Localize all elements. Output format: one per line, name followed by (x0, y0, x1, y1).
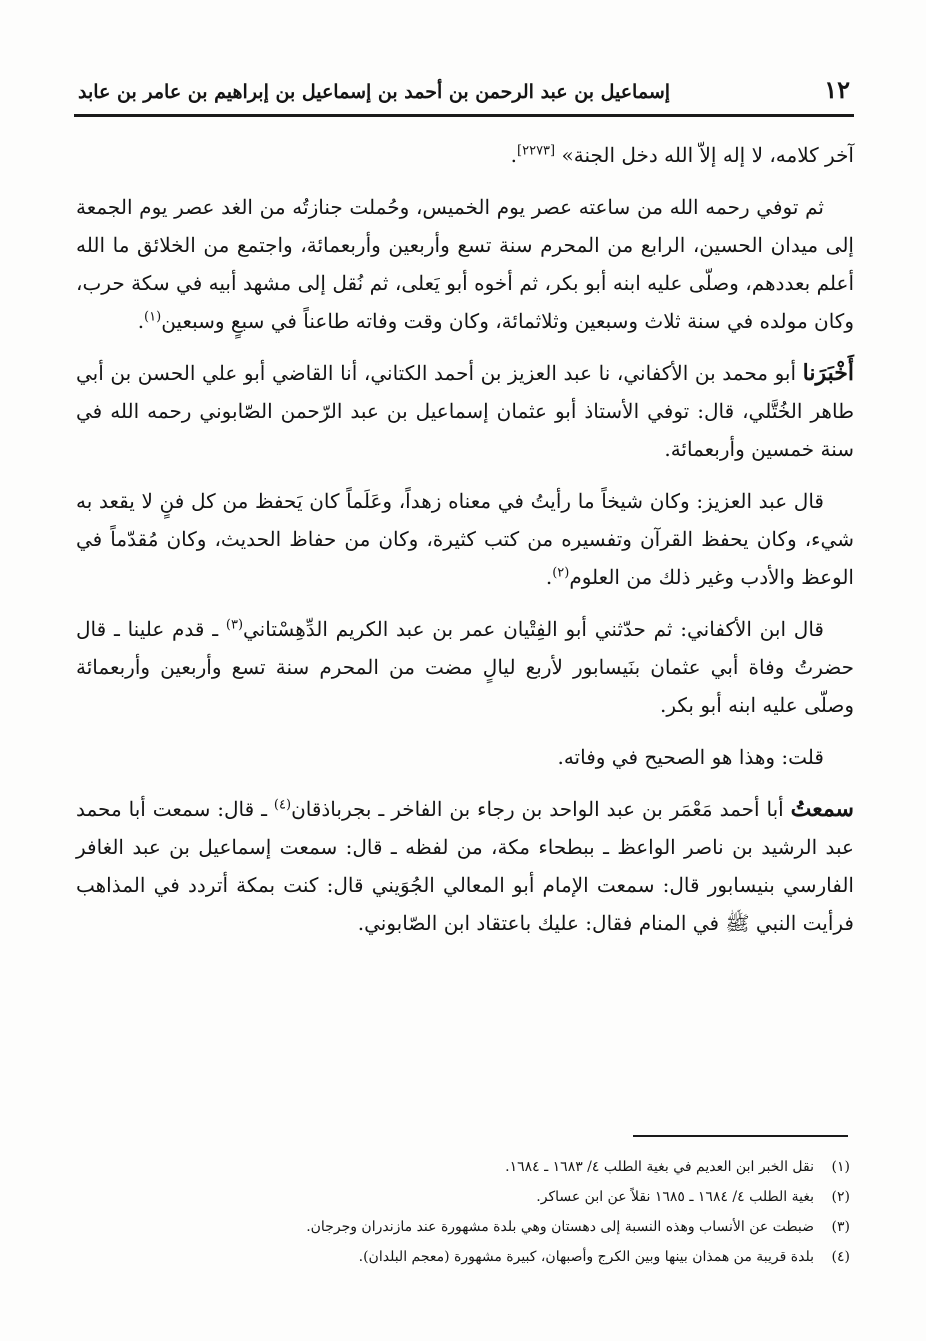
footnote (150, 1152, 850, 1182)
footnote-number: (٣) (831, 1219, 850, 1235)
footnote (150, 1242, 850, 1272)
paragraph-tail: ـ قدم علينا ـ قال حضرتُ وفاة أبي عثمان بنَيسابور لأربع ليالٍ مضت من المحرم سنة تسع وأربعين وأربعمائة وصلّى عليه ابنه أبو بكر. (76, 617, 854, 717)
paragraph-text: أبا أحمد مَعْمَر بن عبد الواحد بن رجاء بن الفاخر ـ بجرباذقان (291, 797, 791, 821)
paragraph-text: أبو محمد بن الأكفاني، نا عبد العزيز بن أحمد الكتاني، أنا القاضي أبو علي الحسن بن أبي طاهر الخُتَّلي، قال: توفي الأستاذ أبو عثمان إسماعيل بن عبد الرّحمن الصّابوني رحمه الله في سنة خمسين وأربعمائة. (76, 361, 854, 461)
paragraph (76, 790, 854, 942)
paragraph-text: قال ابن الأكفاني: ثم حدّثني أبو الفِتْيان عمر بن عبد الكريم الدِّهِسْتاني (243, 617, 824, 641)
paragraph (76, 610, 854, 724)
footnote-text: بغية الطلب ٤/ ١٦٨٤ ـ ١٦٨٥ نقلاً عن ابن عساكر. (536, 1189, 814, 1205)
paragraph-lead-word: أَخْبَرَنا (802, 360, 854, 386)
paragraph-tail: . (137, 309, 145, 333)
footnote-number: (١) (831, 1159, 850, 1175)
footnote (150, 1212, 850, 1242)
footnote-text: بلدة قريبة من همذان بينها وبين الكرج وأصبهان، كبيرة مشهورة (معجم البلدان). (358, 1249, 814, 1265)
paragraph-text: قلت: وهذا هو الصحيح في وفاته. (557, 745, 824, 769)
paragraph (76, 188, 854, 340)
paragraph-text: ثم توفي رحمه الله من ساعته عصر يوم الخميس، وحُملت جنازتُه من الغد عصر يوم الجمعة إلى ميدان الحسين، الرابع من المحرم سنة تسع وأربعين وأربعمائة، واجتمع من الخلائق ما الله أعلم بعددهم، وصلّى عليه ابنه أبو بكر، ثم أخوه أبو يَعلى، ثم نُقل إلى مشهد أبيه في سكة حرب، وكان مولده في سنة ثلاث وسبعين وثلاثمائة، وكان وقت وفاته طاعناً في سبعٍ وسبعين (76, 195, 854, 333)
paragraph-lead-word: سمعتُ (790, 796, 854, 822)
paragraph-tail: ـ قال: سمعت أبا محمد عبد الرشيد بن ناصر الواعظ ـ ببطحاء مكة، من لفظه ـ قال: سمعت إسماعيل بن عبد الغافر الفارسي بنيسابور قال: سمعت الإمام أبو المعالي الجُوَيني قال: كنت بمكة أتردد في المذاهب فرأيت النبي ﷺ في المنام فقال: عليك باعتقاد ابن الصّابوني. (76, 797, 854, 935)
paragraph-tail: . (510, 143, 518, 167)
page-header (78, 68, 850, 108)
footnote-marker: (٣) (225, 617, 244, 633)
footnote-marker: (٢) (552, 565, 570, 581)
footnote-marker: (٤) (273, 797, 292, 813)
footnote (150, 1182, 850, 1212)
paragraph-text: قال عبد العزيز: وكان شيخاً ما رأيتُ في معناه زهداً، وعَلَماً كان يَحفظ من كل فنٍ لا يقعد به شيء، وكان يحفظ القرآن وتفسيره من كتب كثيرة، وكان من حفاظ الحديث، وكان مُقدّماً في الوعظ والأدب وغير ذلك من العلوم (76, 489, 854, 589)
paragraph-text: آخر كلامه، لا إله إلاّ الله دخل الجنة» (555, 143, 854, 167)
page-number: ١٢ (824, 75, 850, 104)
paragraph (76, 482, 854, 596)
paragraph-tail: . (545, 565, 553, 589)
footnote-number: (٤) (831, 1249, 850, 1265)
reference-number: [٢٢٧٣] (517, 143, 556, 159)
main-text (76, 136, 854, 956)
footnotes (150, 1152, 850, 1272)
footnote-text: ضبطت عن الأنساب وهذه النسبة إلى دهستان وهي بلدة مشهورة عند مازندران وجرجان. (306, 1219, 814, 1235)
footnote-marker: (١) (144, 309, 162, 325)
paragraph (76, 354, 854, 468)
footnote-separator (633, 1135, 848, 1137)
paragraph (76, 738, 854, 776)
running-title: إسماعيل بن عبد الرحمن بن أحمد بن إسماعيل بن إبراهيم بن عامر بن عابد (78, 81, 671, 103)
footnote-number: (٢) (831, 1189, 850, 1205)
header-rule (74, 114, 854, 117)
footnote-text: نقل الخبر ابن العديم في بغية الطلب ٤/ ١٦٨٣ ـ ١٦٨٤. (505, 1159, 814, 1175)
paragraph (76, 136, 854, 174)
